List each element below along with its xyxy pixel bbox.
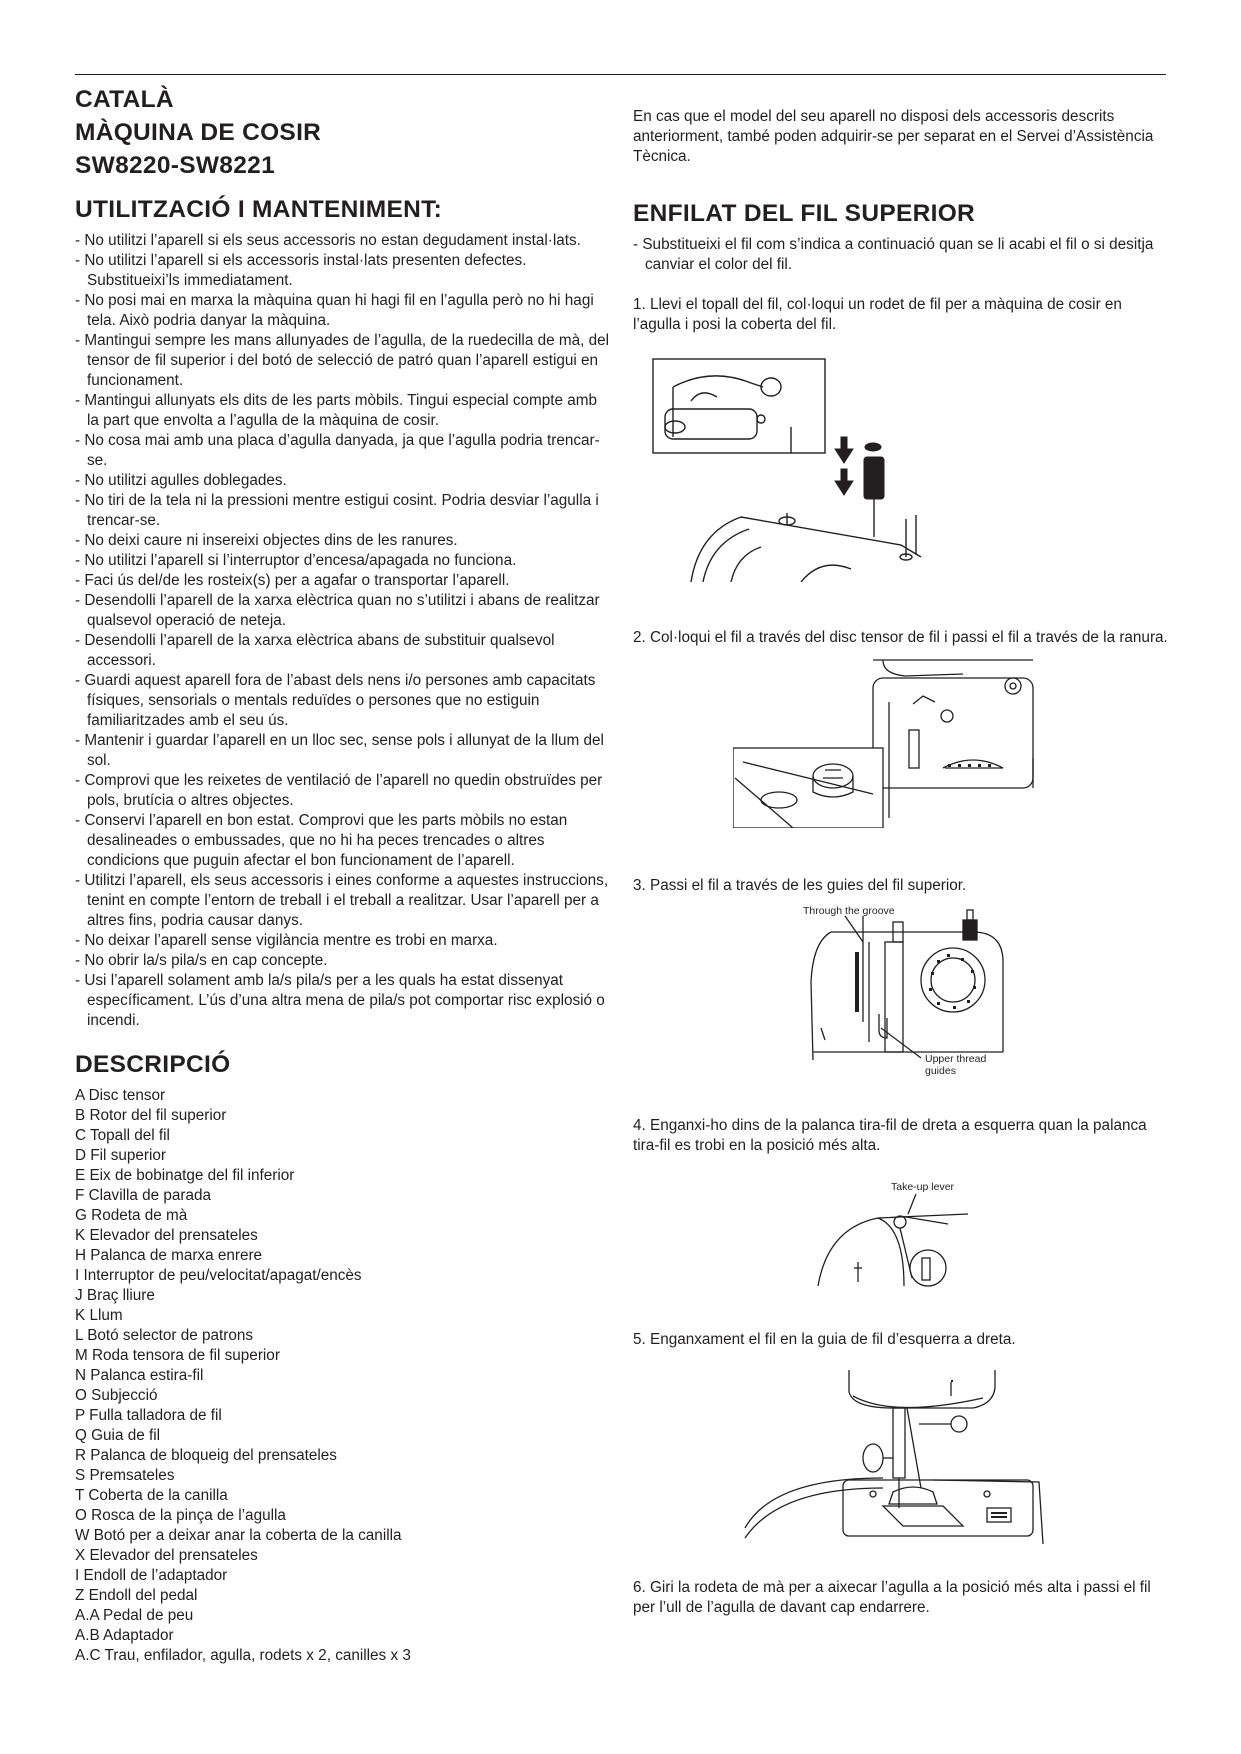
usage-item: - Guardi aquest aparell fora de l’abast dels nens i/o persones amb capacitats físiques, sensorials o mentals reduïdes o persones que no estiguin familiaritzades amb el seu ús. bbox=[75, 671, 610, 731]
usage-item: - No deixar l’aparell sense vigilància mentre es trobi en marxa. bbox=[75, 931, 610, 951]
usage-item: - Desendolli l’aparell de la xarxa elèctrica abans de substituir qualsevol accessori. bbox=[75, 631, 610, 671]
description-item: X Elevador del prensateles bbox=[75, 1547, 258, 1564]
usage-heading: UTILITZACIÓ I MANTENIMENT: bbox=[75, 196, 443, 223]
description-item: R Palanca de bloqueig del prensateles bbox=[75, 1447, 337, 1464]
description-item: T Coberta de la canilla bbox=[75, 1487, 228, 1504]
step-5-text: 5. Enganxament el fil en la guia de fil d’esquerra a dreta. bbox=[633, 1331, 1016, 1348]
description-item: C Topall del fil bbox=[75, 1127, 170, 1144]
usage-item: - No utilitzi l’aparell si els accessoris instal·lats presenten defectes. Substitueixi’ls immediatament. bbox=[75, 251, 610, 291]
document-title bbox=[75, 82, 610, 182]
description-item: A Disc tensor bbox=[75, 1087, 166, 1104]
description-item: E Eix de bobinatge del fil inferior bbox=[75, 1167, 295, 1184]
tension-disc-illustration bbox=[733, 658, 1043, 828]
usage-item: - No deixi caure ni insereixi objectes dins de les ranures. bbox=[75, 531, 610, 551]
upper-guides-label-line2: guides bbox=[925, 1065, 956, 1077]
threading-note-list bbox=[633, 235, 1173, 275]
description-item: P Fulla talladora de fil bbox=[75, 1407, 222, 1424]
description-item: A.B Adaptador bbox=[75, 1627, 174, 1644]
right-column bbox=[633, 107, 1173, 1618]
accessories-note: En cas que el model del seu aparell no disposi dels accessoris descrits anteriorment, també poden adquirir-se per separat en el Servei d’Assistència Tècnica. bbox=[633, 108, 1154, 165]
description-item: H Palanca de marxa enrere bbox=[75, 1247, 263, 1264]
top-rule bbox=[75, 74, 1166, 75]
threading-heading: ENFILAT DEL FIL SUPERIOR bbox=[633, 200, 976, 227]
description-item: K Elevador del prensateles bbox=[75, 1227, 258, 1244]
thread-guides-illustration bbox=[783, 902, 1083, 1102]
description-item: M Roda tensora de fil superior bbox=[75, 1347, 280, 1364]
description-item: G Rodeta de mà bbox=[75, 1207, 188, 1224]
step-1-text: 1. Llevi el topall del fil, col·loqui un rodet de fil per a màquina de cosir en l’agulla i posi la coberta del fil. bbox=[633, 296, 1122, 333]
needle-guide-illustration bbox=[743, 1368, 1053, 1544]
description-item: Z Endoll del pedal bbox=[75, 1587, 198, 1604]
description-heading: DESCRIPCIÓ bbox=[75, 1051, 231, 1078]
usage-item: - Utilitzi l’aparell, els seus accessoris i eines conforme a aquestes instruccions, tenint en compte l’entorn de treball i el treball a realitzar. Usar l’aparell per a altres fins, podria causar danys. bbox=[75, 871, 610, 931]
description-item: W Botó per a deixar anar la coberta de la canilla bbox=[75, 1527, 402, 1544]
usage-item: - Conservi l’aparell en bon estat. Comprovi que les parts mòbils no estan desalineades o embussades, que no hi ha peces trencades o altres condicions que puguin afectar el bon funcionament de l’aparell. bbox=[75, 811, 610, 871]
description-item: L Botó selector de patrons bbox=[75, 1327, 254, 1344]
step-4-text: 4. Enganxi-ho dins de la palanca tira-fil de dreta a esquerra quan la palanca tira-fil es trobi en la posició més alta. bbox=[633, 1117, 1147, 1154]
description-item: I Endoll de l’adaptador bbox=[75, 1567, 228, 1584]
description-item: J Braç lliure bbox=[75, 1287, 155, 1304]
take-up-lever-label: Take-up lever bbox=[891, 1181, 955, 1193]
take-up-lever-illustration bbox=[808, 1178, 1008, 1288]
description-item: K Llum bbox=[75, 1307, 123, 1324]
usage-item: - No cosa mai amb una placa d’agulla danyada, ja que l’agulla podria trencar-se. bbox=[75, 431, 610, 471]
description-item: Q Guia de fil bbox=[75, 1427, 161, 1444]
spool-pin-illustration bbox=[651, 357, 981, 582]
description-list bbox=[75, 1086, 610, 1666]
usage-item: - No utilitzi agulles doblegades. bbox=[75, 471, 610, 491]
usage-list bbox=[75, 231, 610, 1031]
description-item: A.A Pedal de peu bbox=[75, 1607, 194, 1624]
description-item: B Rotor del fil superior bbox=[75, 1107, 227, 1124]
left-column bbox=[75, 82, 610, 1666]
usage-item: - No tiri de la tela ni la pressioni mentre estigui cosint. Podria desviar l’agulla i trencar-se. bbox=[75, 491, 610, 531]
usage-item: - No obrir la/s pila/s en cap concepte. bbox=[75, 951, 610, 971]
through-groove-label: Through the groove bbox=[803, 905, 895, 917]
description-item: S Premsateles bbox=[75, 1467, 175, 1484]
title-product: MÀQUINA DE COSIR bbox=[75, 119, 322, 146]
usage-item: - Mantingui sempre les mans allunyades de l’agulla, de la ruedecilla de mà, del tensor de fil superior i del botó de selecció de patró quan l’aparell estigui en funcionament. bbox=[75, 331, 610, 391]
usage-item: - No utilitzi l’aparell si l’interruptor d’encesa/apagada no funciona. bbox=[75, 551, 610, 571]
usage-item: - No utilitzi l’aparell si els seus accessoris no estan degudament instal·lats. bbox=[75, 231, 610, 251]
upper-guides-label-line1: Upper thread bbox=[925, 1053, 987, 1065]
usage-item: - Mantenir i guardar l’aparell en un lloc sec, sense pols i allunyat de la llum del sol. bbox=[75, 731, 610, 771]
description-item: A.C Trau, enfilador, agulla, rodets x 2, canilles x 3 bbox=[75, 1647, 411, 1664]
step-2-text: 2. Col·loqui el fil a través del disc tensor de fil i passi el fil a través de la ranura. bbox=[633, 629, 1168, 646]
description-item: F Clavilla de parada bbox=[75, 1187, 212, 1204]
threading-note: - Substitueixi el fil com s’indica a continuació quan se li acabi el fil o si desitja canviar el color del fil. bbox=[633, 235, 1173, 275]
usage-item: - Comprovi que les reixetes de ventilació de l’aparell no quedin obstruïdes per pols, brutícia o altres objectes. bbox=[75, 771, 610, 811]
description-item: O Subjecció bbox=[75, 1387, 158, 1404]
usage-item: - No posi mai en marxa la màquina quan hi hagi fil en l’agulla però no hi hagi tela. Això podria danyar la màquina. bbox=[75, 291, 610, 331]
description-item: D Fil superior bbox=[75, 1147, 166, 1164]
step-6-text: 6. Giri la rodeta de mà per a aixecar l’agulla a la posició més alta i passi el fil per l’ull de l’agulla de davant cap endarrere. bbox=[633, 1579, 1151, 1616]
usage-item: - Usi l’aparell solament amb la/s pila/s per a les quals ha estat dissenyat específicament. L’ús d’una altra mena de pila/s pot comportar risc explosió o incendi. bbox=[75, 971, 610, 1031]
title-model: SW8220-SW8221 bbox=[75, 152, 275, 179]
description-item: O Rosca de la pinça de l’agulla bbox=[75, 1507, 286, 1524]
step-3-text: 3. Passi el fil a través de les guies del fil superior. bbox=[633, 877, 967, 894]
description-item: I Interruptor de peu/velocitat/apagat/encès bbox=[75, 1267, 362, 1284]
title-language: CATALÀ bbox=[75, 86, 174, 113]
usage-item: - Desendolli l’aparell de la xarxa elèctrica quan no s’utilitzi i abans de realitzar qualsevol operació de neteja. bbox=[75, 591, 610, 631]
usage-item: - Faci ús del/de les rosteix(s) per a agafar o transportar l’aparell. bbox=[75, 571, 610, 591]
usage-item: - Mantingui allunyats els dits de les parts mòbils. Tingui especial compte amb la part que envolta a l’agulla de la màquina de cosir. bbox=[75, 391, 610, 431]
description-item: N Palanca estira-fil bbox=[75, 1367, 204, 1384]
